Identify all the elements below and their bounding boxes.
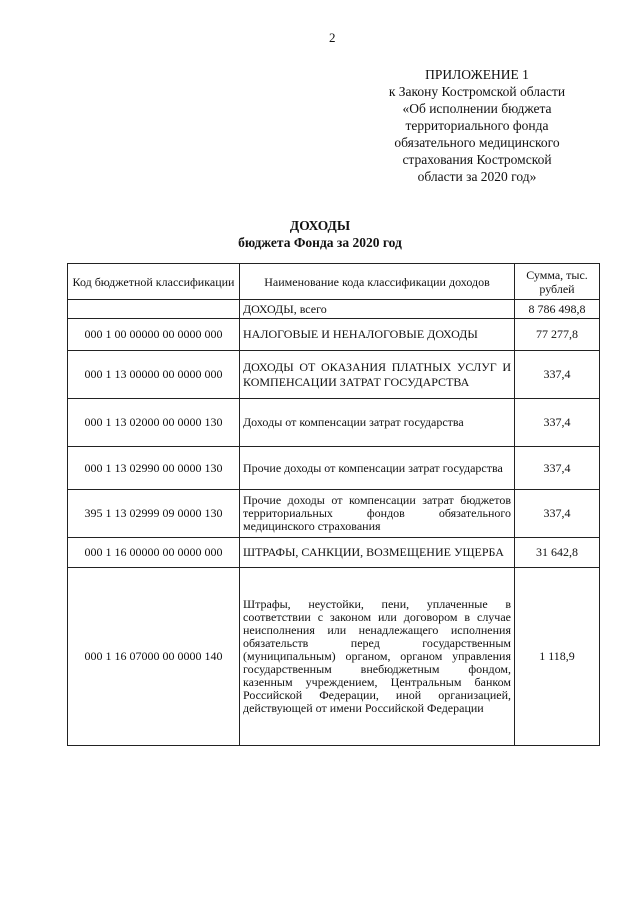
code-cell: 395 1 13 02999 09 0000 130 [68,490,240,538]
appendix-line: «Об исполнении бюджета [402,101,552,116]
code-cell [68,300,240,319]
table-row [68,568,600,746]
appendix-line: области за 2020 год» [417,169,537,184]
appendix-header [365,66,589,185]
appendix-line: обязательного медицинского [394,135,560,150]
sum-cell: 337,4 [515,447,600,490]
table-row [68,351,600,399]
name-cell: НАЛОГОВЫЕ И НЕНАЛОГОВЫЕ ДОХОДЫ [240,319,515,351]
name-cell: ДОХОДЫ, всего [240,300,515,319]
title-line-1: ДОХОДЫ [289,218,351,233]
page-number: 2 [329,30,336,45]
table-row [68,447,600,490]
table-header-row [68,264,600,300]
appendix-line: территориального фонда [405,118,549,133]
name-cell: Доходы от компенсации затрат государства [240,399,515,447]
name-cell: Прочие доходы от компенсации затрат государства [240,447,515,490]
table-row [68,399,600,447]
sum-cell: 337,4 [515,490,600,538]
income-table [67,263,600,746]
appendix-line: к Закону Костромской области [388,84,566,99]
sum-cell: 337,4 [515,399,600,447]
header-code: Код бюджетной классификации [68,264,240,300]
code-cell: 000 1 13 02990 00 0000 130 [68,447,240,490]
sum-cell: 1 118,9 [515,568,600,746]
sum-cell: 31 642,8 [515,538,600,568]
sum-cell: 77 277,8 [515,319,600,351]
code-cell: 000 1 13 02000 00 0000 130 [68,399,240,447]
code-cell: 000 1 16 07000 00 0000 140 [68,568,240,746]
document-title [0,217,640,251]
code-cell: 000 1 13 00000 00 0000 000 [68,351,240,399]
table-row [68,300,600,319]
name-cell: Штрафы, неустойки, пени, уплаченные в соответствии с законом или договором в случае неисполнения или ненадлежащего исполнения обязательств перед государственным (муниципальным) органом, органом управления государственным внебюджетным фондом, казенным учреждением, Центральным банком Российской Федерации, иной организацией, действующей от имени Российской Федерации [240,568,515,746]
table-row [68,538,600,568]
name-cell: Прочие доходы от компенсации затрат бюджетов территориальных фондов обязательного медицинского страхования [240,490,515,538]
table-row [68,490,600,538]
sum-cell: 337,4 [515,351,600,399]
header-sum: Сумма, тыс. рублей [515,264,600,300]
name-cell: ДОХОДЫ ОТ ОКАЗАНИЯ ПЛАТНЫХ УСЛУГ И КОМПЕНСАЦИИ ЗАТРАТ ГОСУДАРСТВА [240,351,515,399]
table-row [68,319,600,351]
header-name: Наименование кода классификации доходов [240,264,515,300]
code-cell: 000 1 16 00000 00 0000 000 [68,538,240,568]
name-cell: ШТРАФЫ, САНКЦИИ, ВОЗМЕЩЕНИЕ УЩЕРБА [240,538,515,568]
appendix-line: страхования Костромской [402,152,552,167]
sum-cell: 8 786 498,8 [515,300,600,319]
title-line-2: бюджета Фонда за 2020 год [238,235,402,250]
code-cell: 000 1 00 00000 00 0000 000 [68,319,240,351]
appendix-line: ПРИЛОЖЕНИЕ 1 [425,67,529,82]
